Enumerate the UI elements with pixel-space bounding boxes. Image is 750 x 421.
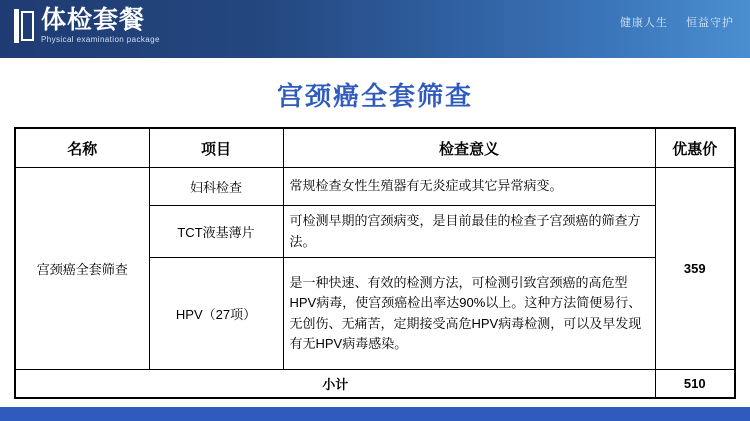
- brand-title-cn: 体检套餐: [41, 6, 146, 34]
- cell-item-2: HPV（27项）: [149, 258, 283, 370]
- table-row: [15, 168, 735, 206]
- subtotal-label: 小计: [15, 370, 655, 399]
- column-header-price: 优惠价: [655, 128, 735, 168]
- brand-text: [41, 6, 160, 45]
- brand-title-en: Physical examination package: [41, 35, 160, 44]
- cell-package-name: 宫颈癌全套筛查: [15, 168, 149, 370]
- header-slogan: [606, 14, 734, 30]
- column-header-meaning: 检查意义: [283, 128, 655, 168]
- cell-meaning-1: 可检测早期的宫颈病变，是目前最佳的检查子宫颈癌的筛查方法。: [283, 206, 655, 258]
- package-table: [14, 127, 736, 399]
- logo-mark-icon: [14, 9, 34, 43]
- cell-item-1: TCT液基薄片: [149, 206, 283, 258]
- footer-bar: [0, 407, 750, 421]
- table-subtotal-row: [15, 370, 735, 399]
- brand-logo: [14, 6, 160, 45]
- page-header: [0, 0, 750, 58]
- table-header-row: [15, 128, 735, 168]
- column-header-item: 项目: [149, 128, 283, 168]
- cell-item-0: 妇科检查: [149, 168, 283, 206]
- cell-meaning-2: 是一种快速、有效的检测方法，可检测引致宫颈癌的高危型HPV病毒，使宫颈癌检出率达90%以上。这种方法简便易行、无创伤、无痛苦，定期接受高危HPV病毒检测，可以及早发现有无HPV病毒感染。: [283, 258, 655, 370]
- package-table-wrapper: [14, 127, 736, 399]
- column-header-name: 名称: [15, 128, 149, 168]
- cell-meaning-0: 常规检查女性生殖器有无炎症或其它异常病变。: [283, 168, 655, 206]
- subtotal-value: 510: [655, 370, 735, 399]
- page-title: 宫颈癌全套筛查: [276, 81, 473, 111]
- cell-price: 359: [655, 168, 735, 370]
- slogan-part-1: 健康人生: [619, 17, 668, 29]
- slogan-part-2: 恒益守护: [686, 17, 734, 29]
